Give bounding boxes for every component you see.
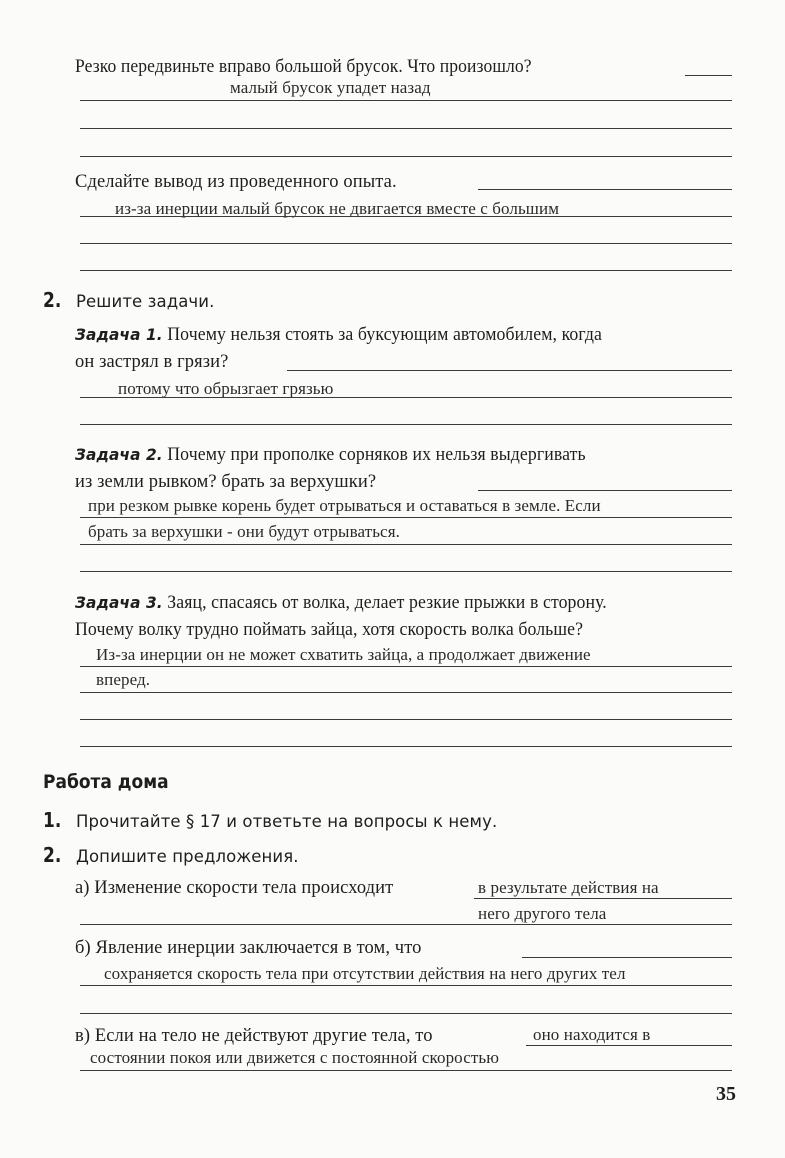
sentence-b: б) Явление инерции заключается в том, что bbox=[75, 938, 422, 958]
homework-item-1-number: 1. bbox=[43, 808, 62, 832]
sentence-a-answer-line2: него другого тела bbox=[478, 904, 607, 923]
answer-line[interactable] bbox=[80, 100, 732, 101]
answer-line[interactable] bbox=[80, 156, 732, 157]
task-2-line1: Почему при прополке сорняков их нельзя выдергивать bbox=[167, 445, 586, 465]
answer-line[interactable] bbox=[80, 270, 732, 271]
answer-1: малый брусок упадет назад bbox=[230, 78, 431, 97]
answer-line[interactable] bbox=[287, 370, 732, 371]
section-2-number: 2. bbox=[43, 288, 62, 312]
answer-line[interactable] bbox=[478, 490, 732, 491]
answer-line[interactable] bbox=[80, 692, 732, 693]
answer-line[interactable] bbox=[478, 189, 732, 190]
page-number: 35 bbox=[716, 1083, 736, 1105]
answer-line[interactable] bbox=[80, 1013, 732, 1014]
answer-line[interactable] bbox=[80, 397, 732, 398]
answer-line[interactable] bbox=[526, 1045, 732, 1046]
homework-title: Работа дома bbox=[43, 772, 169, 793]
task-1-label: Задача 1. bbox=[75, 325, 163, 344]
task-1-text bbox=[75, 325, 602, 346]
answer-line[interactable] bbox=[80, 216, 732, 217]
sentence-c-answer-line1: оно находится в bbox=[533, 1025, 651, 1044]
sentence-c-answer-line2: состоянии покоя или движется с постоянной скоростью bbox=[90, 1048, 500, 1067]
task-3-label: Задача 3. bbox=[75, 593, 163, 612]
task-3-answer-line1: Из-за инерции он не может схватить зайца, а продолжает движение bbox=[96, 645, 591, 664]
task-3-text bbox=[75, 593, 607, 614]
answer-line[interactable] bbox=[80, 424, 732, 425]
answer-line[interactable] bbox=[474, 898, 732, 899]
answer-line[interactable] bbox=[80, 571, 732, 572]
task-3-line1: Заяц, спасаясь от волка, делает резкие прыжки в сторону. bbox=[167, 593, 607, 613]
answer-line[interactable] bbox=[80, 243, 732, 244]
task-2-text bbox=[75, 445, 586, 466]
homework-item-2-number: 2. bbox=[43, 843, 62, 867]
answer-line[interactable] bbox=[80, 544, 732, 545]
task-2-answer-line1: при резком рывке корень будет отрываться и оставаться в земле. Если bbox=[88, 496, 601, 515]
answer-line[interactable] bbox=[80, 746, 732, 747]
section-2-title: Решите задачи. bbox=[76, 292, 215, 311]
question-2: Сделайте вывод из проведенного опыта. bbox=[75, 172, 397, 192]
task-1-line2: он застрял в грязи? bbox=[75, 352, 229, 372]
sentence-a: а) Изменение скорости тела происходит bbox=[75, 878, 394, 898]
task-1-answer: потому что обрызгает грязью bbox=[118, 379, 334, 398]
answer-line[interactable] bbox=[80, 1070, 732, 1071]
task-1-line1: Почему нельзя стоять за буксующим автомобилем, когда bbox=[167, 325, 603, 345]
task-2-line2: из земли рывком? брать за верхушки? bbox=[75, 472, 377, 492]
answer-line[interactable] bbox=[80, 128, 732, 129]
sentence-b-answer: сохраняется скорость тела при отсутствии действия на него других тел bbox=[104, 964, 626, 983]
task-2-label: Задача 2. bbox=[75, 445, 163, 464]
answer-line[interactable] bbox=[80, 517, 732, 518]
answer-line[interactable] bbox=[80, 924, 732, 925]
task-3-line2: Почему волку трудно поймать зайца, хотя скорость волка больше? bbox=[75, 620, 584, 640]
sentence-a-answer-line1: в результате действия на bbox=[478, 878, 659, 897]
task-2-answer-line2: брать за верхушки - они будут отрываться. bbox=[88, 522, 400, 541]
question-1: Резко передвиньте вправо большой брусок. Что произошло? bbox=[75, 57, 532, 77]
homework-item-2-text: Допишите предложения. bbox=[76, 847, 299, 866]
homework-item-1-text: Прочитайте § 17 и ответьте на вопросы к нему. bbox=[76, 812, 498, 831]
answer-line[interactable] bbox=[80, 985, 732, 986]
answer-line[interactable] bbox=[80, 666, 732, 667]
answer-line[interactable] bbox=[685, 75, 732, 76]
answer-line[interactable] bbox=[80, 719, 732, 720]
answer-line[interactable] bbox=[522, 957, 732, 958]
sentence-c: в) Если на тело не действуют другие тела, то bbox=[75, 1026, 433, 1046]
answer-2: из-за инерции малый брусок не двигается вместе с большим bbox=[115, 199, 560, 218]
task-3-answer-line2: вперед. bbox=[96, 670, 151, 689]
